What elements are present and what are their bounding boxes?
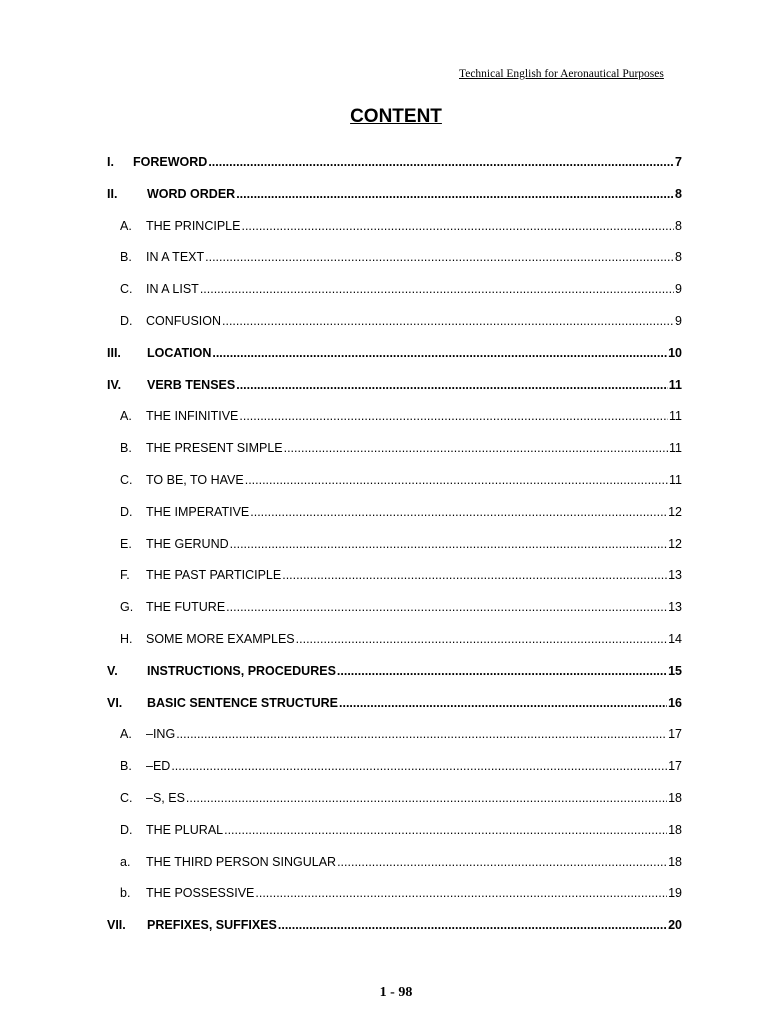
toc-page-number: 11 xyxy=(669,441,682,456)
toc-number: IV. xyxy=(107,377,122,392)
toc-label: THE PAST PARTICIPLE xyxy=(146,568,282,583)
dot-leader xyxy=(176,726,667,742)
toc-number: b. xyxy=(120,886,131,901)
toc-entry-third-person-singular[interactable] xyxy=(107,854,682,886)
toc-number: G. xyxy=(120,600,134,615)
dot-leader xyxy=(284,440,668,456)
dot-leader xyxy=(239,408,668,424)
toc-page-number: 8 xyxy=(675,186,682,201)
toc-label: THE THIRD PERSON SINGULAR xyxy=(146,854,337,869)
toc-label: THE PRESENT SIMPLE xyxy=(146,441,283,456)
toc-page-number: 8 xyxy=(675,250,682,265)
toc-label: THE PLURAL xyxy=(146,822,224,837)
toc-page-number: 7 xyxy=(675,155,682,169)
toc-number: A. xyxy=(120,409,132,424)
toc-number: C. xyxy=(120,282,133,297)
dot-leader xyxy=(205,249,674,265)
toc-label: WORD ORDER xyxy=(147,186,236,201)
toc-number: E. xyxy=(120,536,132,551)
toc-page-number: 9 xyxy=(675,313,682,328)
toc-entry-the-principle[interactable] xyxy=(107,218,682,250)
toc-entry-in-a-text[interactable] xyxy=(107,249,682,281)
toc-label: THE INFINITIVE xyxy=(146,409,239,424)
toc-number: a. xyxy=(120,854,131,869)
toc-page-number: 11 xyxy=(668,377,682,392)
dot-leader xyxy=(278,917,667,933)
toc-number: H. xyxy=(120,631,133,646)
toc-label: PREFIXES, SUFFIXES xyxy=(147,918,277,933)
toc-entry-the-gerund[interactable] xyxy=(107,536,682,568)
toc-entry-the-imperative[interactable] xyxy=(107,504,682,536)
toc-entry-foreword[interactable] xyxy=(107,154,682,186)
dot-leader xyxy=(226,599,667,615)
toc-number: II. xyxy=(107,186,118,201)
toc-label: THE GERUND xyxy=(146,536,229,551)
toc-number: B. xyxy=(120,759,132,774)
toc-entry-verb-tenses[interactable] xyxy=(107,377,682,409)
toc-entry-the-infinitive[interactable] xyxy=(107,408,682,440)
table-of-contents xyxy=(107,154,682,949)
toc-entry-basic-sentence-structure[interactable] xyxy=(107,695,682,727)
dot-leader xyxy=(171,758,667,774)
toc-page-number: 12 xyxy=(668,504,682,519)
toc-label: TO BE, TO HAVE xyxy=(146,472,244,487)
toc-entry-the-possessive[interactable] xyxy=(107,885,682,917)
toc-number: C. xyxy=(120,472,133,487)
toc-entry-in-a-list[interactable] xyxy=(107,281,682,313)
dot-leader xyxy=(282,567,667,583)
toc-label: LOCATION xyxy=(147,345,212,360)
dot-leader xyxy=(222,313,674,329)
toc-page-number: 11 xyxy=(669,409,682,424)
toc-page-number: 18 xyxy=(668,822,682,837)
toc-page-number: 8 xyxy=(675,218,682,233)
toc-label: –ED xyxy=(146,759,171,774)
toc-page-number: 11 xyxy=(669,472,682,487)
toc-page-number: 20 xyxy=(668,918,682,933)
toc-page-number: 12 xyxy=(668,536,682,551)
running-header: Technical English for Aeronautical Purposes xyxy=(459,68,664,80)
toc-number: A. xyxy=(120,727,132,742)
toc-label: SOME MORE EXAMPLES xyxy=(146,631,295,646)
toc-entry-the-past-participle[interactable] xyxy=(107,567,682,599)
toc-label: INSTRUCTIONS, PROCEDURES xyxy=(147,663,336,678)
dot-leader xyxy=(230,536,667,552)
dot-leader xyxy=(337,663,667,679)
toc-number: I. xyxy=(107,155,114,169)
toc-entry-the-future[interactable] xyxy=(107,599,682,631)
toc-label: VERB TENSES xyxy=(147,377,236,392)
toc-entry-location[interactable] xyxy=(107,345,682,377)
toc-number: D. xyxy=(120,822,133,837)
toc-number: III. xyxy=(107,345,121,360)
toc-label: THE POSSESSIVE xyxy=(146,886,255,901)
toc-page-number: 14 xyxy=(668,631,682,646)
toc-number: B. xyxy=(120,441,132,456)
toc-label: THE IMPERATIVE xyxy=(146,504,250,519)
dot-leader xyxy=(236,377,668,393)
toc-page-number: 10 xyxy=(668,345,682,360)
toc-number: A. xyxy=(120,218,132,233)
toc-number: VI. xyxy=(107,695,123,710)
toc-entry-instructions-procedures[interactable] xyxy=(107,663,682,695)
dot-leader xyxy=(245,472,668,488)
toc-label: –S, ES xyxy=(146,790,185,805)
toc-number: C. xyxy=(120,790,133,805)
dot-leader xyxy=(212,345,667,361)
dot-leader xyxy=(296,631,667,647)
toc-page-number: 13 xyxy=(668,568,682,583)
toc-page-number: 16 xyxy=(668,695,682,710)
toc-entry-s-es[interactable] xyxy=(107,790,682,822)
dot-leader xyxy=(200,281,674,297)
toc-entry-confusion[interactable] xyxy=(107,313,682,345)
toc-entry-prefixes-suffixes[interactable] xyxy=(107,917,682,949)
toc-page-number: 19 xyxy=(668,886,682,901)
toc-label: FOREWORD xyxy=(133,155,208,169)
toc-entry-ing[interactable] xyxy=(107,726,682,758)
dot-leader xyxy=(250,504,667,520)
dot-leader xyxy=(236,186,674,202)
dot-leader xyxy=(241,218,674,234)
toc-entry-the-present-simple[interactable] xyxy=(107,440,682,472)
toc-entry-some-more-examples[interactable] xyxy=(107,631,682,663)
toc-label: CONFUSION xyxy=(146,313,221,328)
dot-leader xyxy=(186,790,667,806)
toc-page-number: 9 xyxy=(675,282,682,297)
toc-page-number: 15 xyxy=(668,663,682,678)
toc-entry-to-be-to-have[interactable] xyxy=(107,472,682,504)
toc-number: D. xyxy=(120,504,133,519)
toc-label: IN A LIST xyxy=(146,282,199,297)
dot-leader xyxy=(208,154,674,170)
toc-number: F. xyxy=(120,568,130,583)
dot-leader xyxy=(224,822,667,838)
dot-leader xyxy=(337,854,667,870)
toc-number: D. xyxy=(120,313,133,328)
toc-label: –ING xyxy=(146,727,176,742)
toc-entry-the-plural[interactable] xyxy=(107,822,682,854)
page-indicator: 1 - 98 xyxy=(379,985,413,1000)
toc-label: IN A TEXT xyxy=(146,250,205,265)
toc-page-number: 17 xyxy=(668,727,682,742)
toc-page-number: 13 xyxy=(668,600,682,615)
toc-page-number: 18 xyxy=(668,854,682,869)
toc-page-number: 18 xyxy=(668,790,682,805)
toc-entry-word-order[interactable] xyxy=(107,186,682,218)
page-title: CONTENT xyxy=(350,106,442,127)
toc-number: VII. xyxy=(107,918,126,933)
toc-page-number: 17 xyxy=(668,759,682,774)
dot-leader xyxy=(255,885,667,901)
toc-number: B. xyxy=(120,250,132,265)
toc-label: BASIC SENTENCE STRUCTURE xyxy=(147,695,338,710)
toc-label: THE PRINCIPLE xyxy=(146,218,241,233)
dot-leader xyxy=(339,695,667,711)
toc-label: THE FUTURE xyxy=(146,600,226,615)
toc-entry-ed[interactable] xyxy=(107,758,682,790)
toc-number: V. xyxy=(107,663,118,678)
